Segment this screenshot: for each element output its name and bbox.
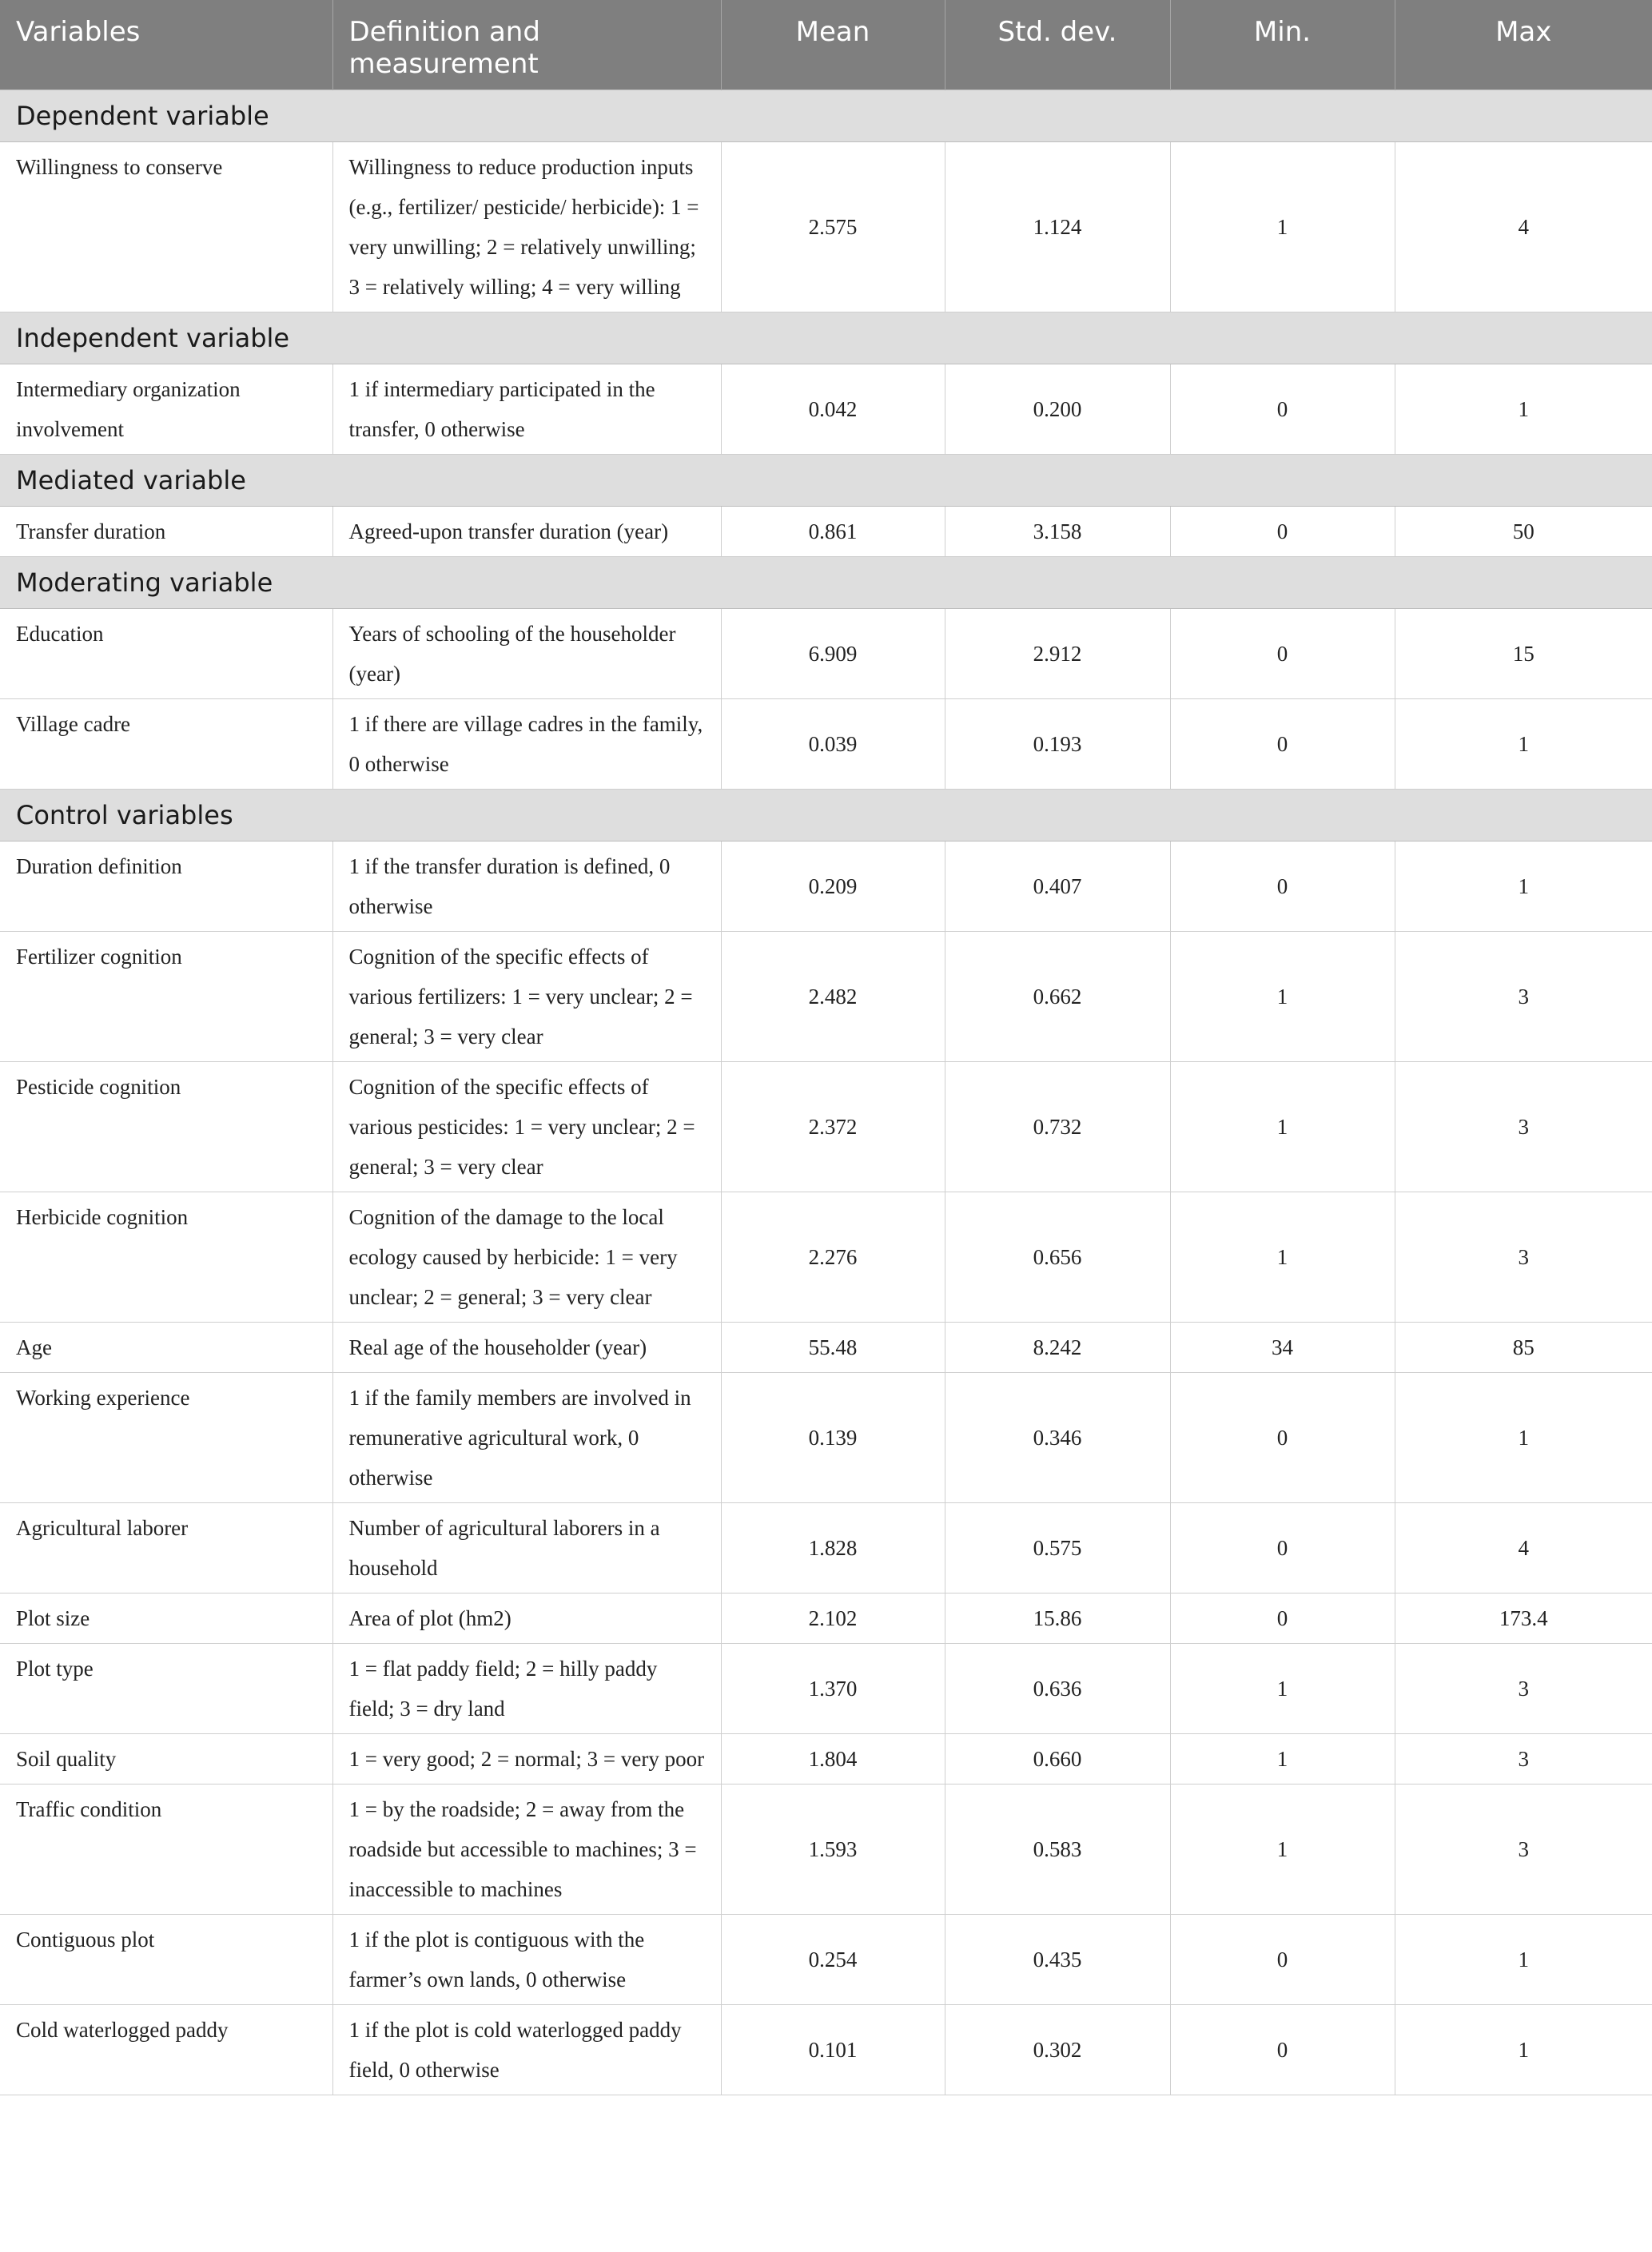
definition-cell: Area of plot (hm2) <box>332 1594 721 1644</box>
std-dev-cell: 0.636 <box>945 1644 1170 1734</box>
max-cell: 1 <box>1395 842 1652 932</box>
std-dev-cell: 0.732 <box>945 1062 1170 1192</box>
std-dev-cell: 0.662 <box>945 932 1170 1062</box>
max-cell: 4 <box>1395 1503 1652 1594</box>
mean-cell: 1.593 <box>721 1784 945 1915</box>
mean-cell: 2.372 <box>721 1062 945 1192</box>
table-row <box>0 1062 1652 1192</box>
min-cell: 1 <box>1170 1192 1395 1323</box>
section-title: Moderating variable <box>0 557 1652 609</box>
std-dev-cell: 2.912 <box>945 609 1170 699</box>
min-cell: 1 <box>1170 1644 1395 1734</box>
header-mean: Mean <box>721 0 945 90</box>
min-cell: 0 <box>1170 1594 1395 1644</box>
section-title: Dependent variable <box>0 90 1652 142</box>
std-dev-cell: 0.302 <box>945 2005 1170 2095</box>
mean-cell: 2.575 <box>721 142 945 312</box>
section-title: Independent variable <box>0 312 1652 364</box>
std-dev-cell: 0.660 <box>945 1734 1170 1784</box>
std-dev-cell: 0.575 <box>945 1503 1170 1594</box>
max-cell: 15 <box>1395 609 1652 699</box>
header-definition: Definition and measurement <box>332 0 721 90</box>
variable-name-cell: Traffic condition <box>0 1784 332 1915</box>
variable-name-cell: Fertilizer cognition <box>0 932 332 1062</box>
mean-cell: 6.909 <box>721 609 945 699</box>
variable-name-cell: Village cadre <box>0 699 332 790</box>
table-row <box>0 1373 1652 1503</box>
min-cell: 34 <box>1170 1323 1395 1373</box>
min-cell: 0 <box>1170 1915 1395 2005</box>
max-cell: 1 <box>1395 1915 1652 2005</box>
min-cell: 0 <box>1170 699 1395 790</box>
min-cell: 0 <box>1170 507 1395 557</box>
max-cell: 50 <box>1395 507 1652 557</box>
min-cell: 1 <box>1170 1062 1395 1192</box>
definition-cell: 1 if there are village cadres in the family, 0 otherwise <box>332 699 721 790</box>
variable-name-cell: Plot type <box>0 1644 332 1734</box>
variable-name-cell: Cold waterlogged paddy <box>0 2005 332 2095</box>
definition-cell: Cognition of the specific effects of various fertilizers: 1 = very unclear; 2 = general; 3 = very clear <box>332 932 721 1062</box>
table-row <box>0 1323 1652 1373</box>
min-cell: 1 <box>1170 1784 1395 1915</box>
table-header <box>0 0 1652 90</box>
header-std-dev: Std. dev. <box>945 0 1170 90</box>
table-row <box>0 932 1652 1062</box>
mean-cell: 1.370 <box>721 1644 945 1734</box>
max-cell: 3 <box>1395 1644 1652 1734</box>
mean-cell: 55.48 <box>721 1323 945 1373</box>
table-row <box>0 142 1652 312</box>
variable-name-cell: Education <box>0 609 332 699</box>
table-row <box>0 1594 1652 1644</box>
max-cell: 1 <box>1395 2005 1652 2095</box>
std-dev-cell: 0.656 <box>945 1192 1170 1323</box>
mean-cell: 1.828 <box>721 1503 945 1594</box>
max-cell: 173.4 <box>1395 1594 1652 1644</box>
table-row <box>0 364 1652 455</box>
std-dev-cell: 0.583 <box>945 1784 1170 1915</box>
variable-name-cell: Soil quality <box>0 1734 332 1784</box>
variable-name-cell: Working experience <box>0 1373 332 1503</box>
max-cell: 85 <box>1395 1323 1652 1373</box>
mean-cell: 0.209 <box>721 842 945 932</box>
mean-cell: 0.254 <box>721 1915 945 2005</box>
table-row <box>0 1192 1652 1323</box>
definition-cell: Number of agricultural laborers in a household <box>332 1503 721 1594</box>
definition-cell: 1 = very good; 2 = normal; 3 = very poor <box>332 1734 721 1784</box>
definition-cell: 1 if intermediary participated in the transfer, 0 otherwise <box>332 364 721 455</box>
section-header-row <box>0 455 1652 507</box>
variable-name-cell: Plot size <box>0 1594 332 1644</box>
std-dev-cell: 1.124 <box>945 142 1170 312</box>
section-header-row <box>0 790 1652 842</box>
max-cell: 3 <box>1395 1192 1652 1323</box>
std-dev-cell: 3.158 <box>945 507 1170 557</box>
min-cell: 0 <box>1170 842 1395 932</box>
min-cell: 0 <box>1170 609 1395 699</box>
definition-cell: 1 = by the roadside; 2 = away from the roadside but accessible to machines; 3 = inaccessible to machines <box>332 1784 721 1915</box>
table-row <box>0 1503 1652 1594</box>
definition-cell: Cognition of the damage to the local ecology caused by herbicide: 1 = very unclear; 2 = general; 3 = very clear <box>332 1192 721 1323</box>
mean-cell: 0.039 <box>721 699 945 790</box>
section-title: Control variables <box>0 790 1652 842</box>
table-row <box>0 507 1652 557</box>
table-row <box>0 1915 1652 2005</box>
mean-cell: 1.804 <box>721 1734 945 1784</box>
variable-name-cell: Contiguous plot <box>0 1915 332 2005</box>
definition-cell: 1 if the plot is contiguous with the farmer’s own lands, 0 otherwise <box>332 1915 721 2005</box>
table-row <box>0 2005 1652 2095</box>
definition-cell: 1 if the family members are involved in remunerative agricultural work, 0 otherwise <box>332 1373 721 1503</box>
definition-cell: Cognition of the specific effects of various pesticides: 1 = very unclear; 2 = general; 3 = very clear <box>332 1062 721 1192</box>
table-row <box>0 1644 1652 1734</box>
header-min: Min. <box>1170 0 1395 90</box>
mean-cell: 0.861 <box>721 507 945 557</box>
section-header-row <box>0 312 1652 364</box>
max-cell: 1 <box>1395 1373 1652 1503</box>
std-dev-cell: 8.242 <box>945 1323 1170 1373</box>
min-cell: 1 <box>1170 142 1395 312</box>
definition-cell: Willingness to reduce production inputs (e.g., fertilizer/ pesticide/ herbicide): 1 = very unwilling; 2 = relatively unwilling; 3 = relatively willing; 4 = very willing <box>332 142 721 312</box>
std-dev-cell: 0.435 <box>945 1915 1170 2005</box>
section-title: Mediated variable <box>0 455 1652 507</box>
max-cell: 1 <box>1395 364 1652 455</box>
definition-cell: Years of schooling of the householder (year) <box>332 609 721 699</box>
max-cell: 3 <box>1395 1784 1652 1915</box>
variable-name-cell: Herbicide cognition <box>0 1192 332 1323</box>
max-cell: 3 <box>1395 1734 1652 1784</box>
section-header-row <box>0 557 1652 609</box>
mean-cell: 2.102 <box>721 1594 945 1644</box>
variable-name-cell: Intermediary organization involvement <box>0 364 332 455</box>
min-cell: 0 <box>1170 1373 1395 1503</box>
std-dev-cell: 0.346 <box>945 1373 1170 1503</box>
min-cell: 1 <box>1170 1734 1395 1784</box>
variable-name-cell: Pesticide cognition <box>0 1062 332 1192</box>
table-row <box>0 1784 1652 1915</box>
min-cell: 1 <box>1170 932 1395 1062</box>
min-cell: 0 <box>1170 1503 1395 1594</box>
header-max: Max <box>1395 0 1652 90</box>
table-row <box>0 842 1652 932</box>
definition-cell: 1 = flat paddy field; 2 = hilly paddy field; 3 = dry land <box>332 1644 721 1734</box>
header-row <box>0 0 1652 90</box>
header-variables: Variables <box>0 0 332 90</box>
table-row <box>0 1734 1652 1784</box>
variable-name-cell: Duration definition <box>0 842 332 932</box>
definition-cell: Real age of the householder (year) <box>332 1323 721 1373</box>
table-body <box>0 90 1652 2095</box>
table-row <box>0 609 1652 699</box>
max-cell: 1 <box>1395 699 1652 790</box>
mean-cell: 2.276 <box>721 1192 945 1323</box>
definition-cell: 1 if the plot is cold waterlogged paddy field, 0 otherwise <box>332 2005 721 2095</box>
max-cell: 4 <box>1395 142 1652 312</box>
section-header-row <box>0 90 1652 142</box>
std-dev-cell: 15.86 <box>945 1594 1170 1644</box>
mean-cell: 0.042 <box>721 364 945 455</box>
variable-name-cell: Willingness to conserve <box>0 142 332 312</box>
std-dev-cell: 0.193 <box>945 699 1170 790</box>
max-cell: 3 <box>1395 1062 1652 1192</box>
min-cell: 0 <box>1170 364 1395 455</box>
variable-name-cell: Agricultural laborer <box>0 1503 332 1594</box>
variable-name-cell: Age <box>0 1323 332 1373</box>
std-dev-cell: 0.407 <box>945 842 1170 932</box>
definition-cell: Agreed-upon transfer duration (year) <box>332 507 721 557</box>
table-row <box>0 699 1652 790</box>
mean-cell: 0.101 <box>721 2005 945 2095</box>
mean-cell: 2.482 <box>721 932 945 1062</box>
definition-cell: 1 if the transfer duration is defined, 0 otherwise <box>332 842 721 932</box>
variable-name-cell: Transfer duration <box>0 507 332 557</box>
mean-cell: 0.139 <box>721 1373 945 1503</box>
std-dev-cell: 0.200 <box>945 364 1170 455</box>
max-cell: 3 <box>1395 932 1652 1062</box>
min-cell: 0 <box>1170 2005 1395 2095</box>
